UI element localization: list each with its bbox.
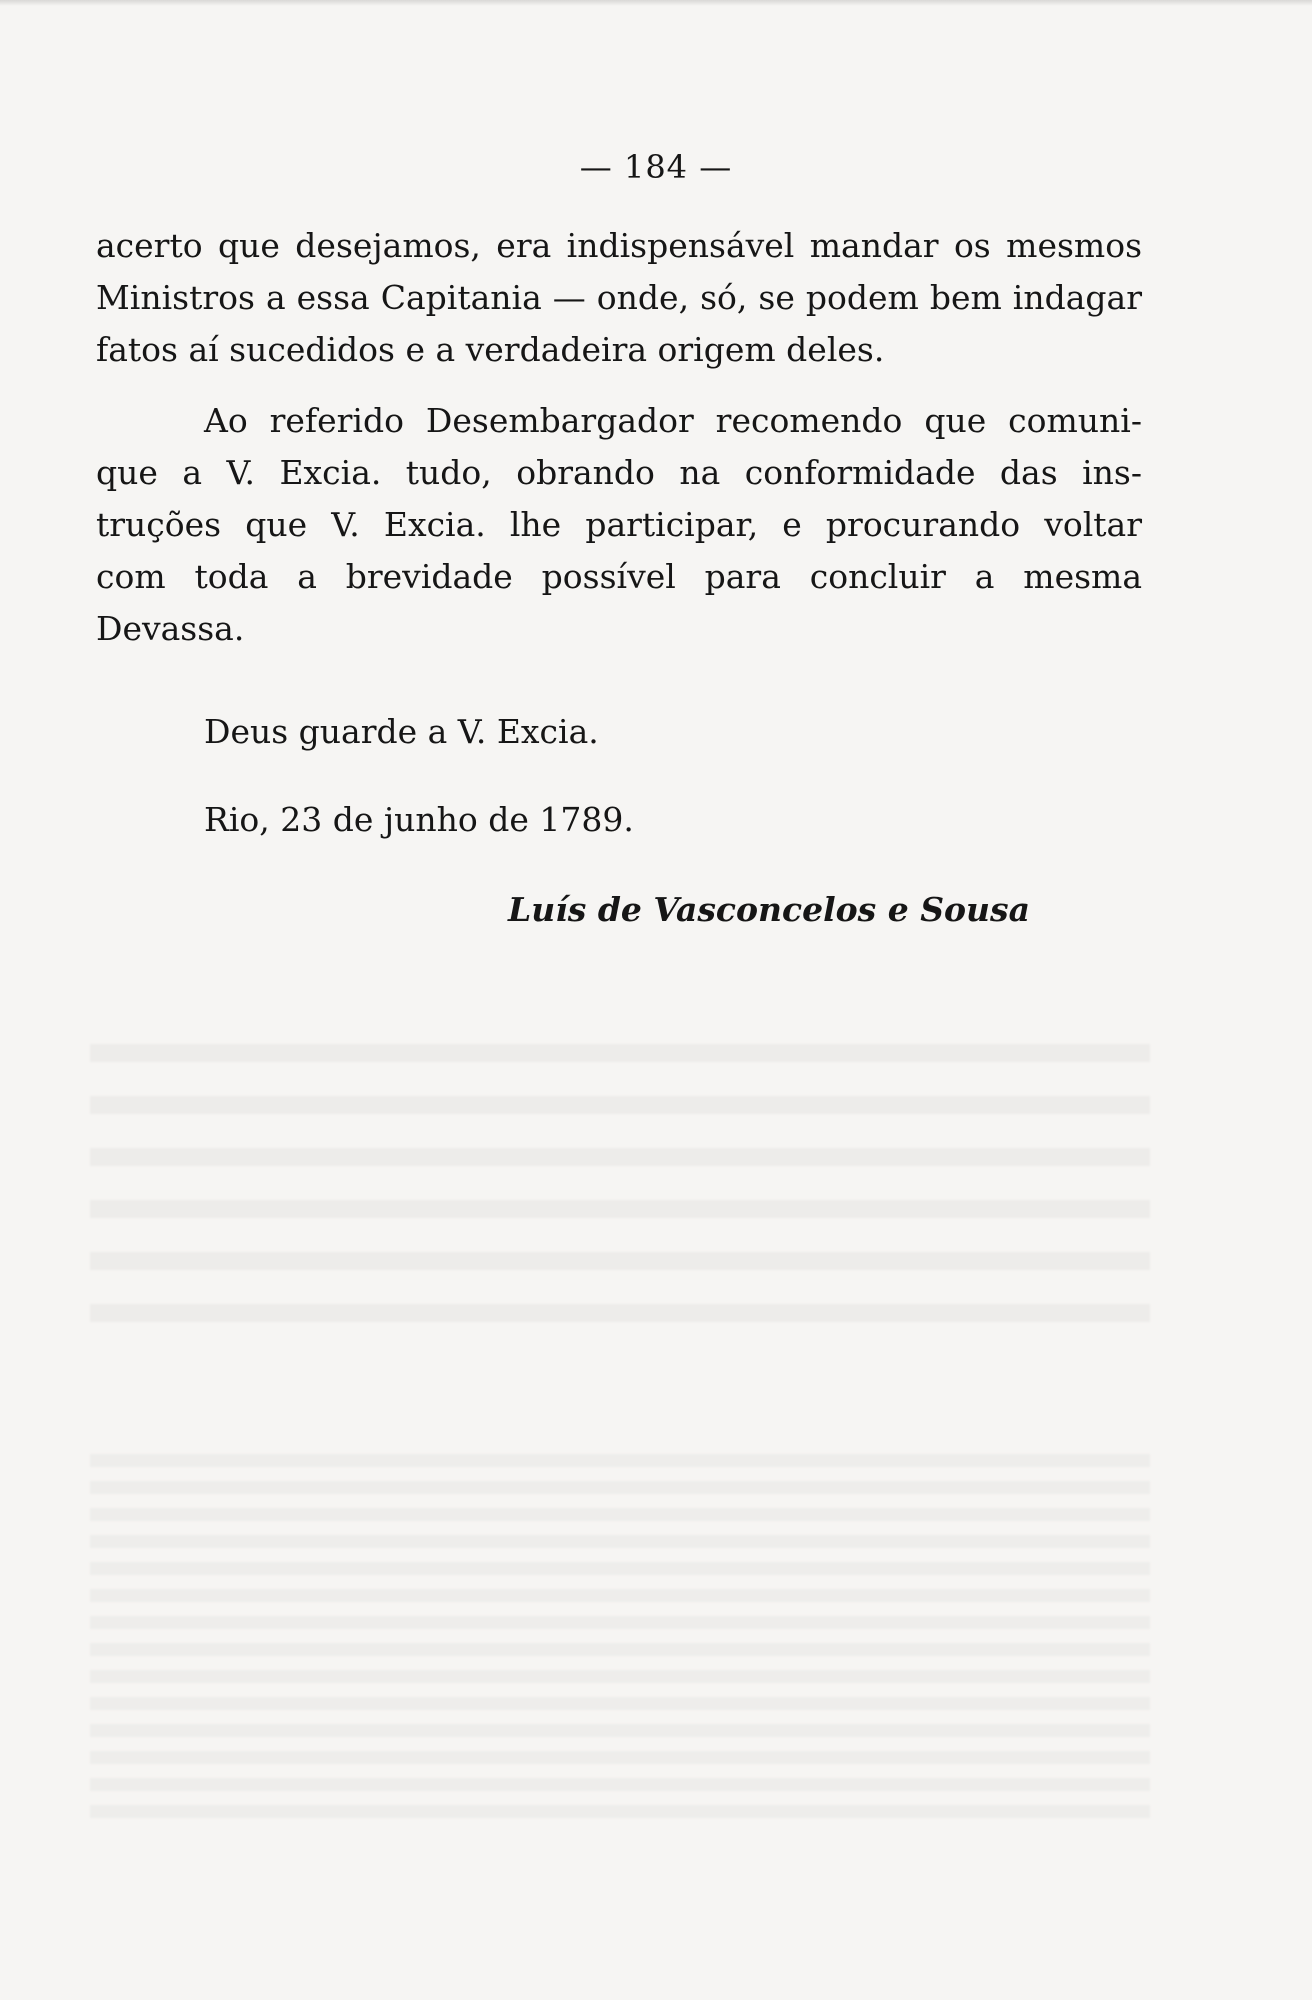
scan-edge-shadow [0, 0, 1312, 6]
bleed-through-text [90, 1010, 1150, 1350]
paragraph-2-line-5: Devassa. [96, 609, 245, 648]
page-number: — 184 — [579, 148, 733, 186]
closing-salutation: Deus guarde a V. Excia. [204, 712, 599, 751]
paragraph-2 [96, 395, 1142, 655]
place-and-date: Rio, 23 de junho de 1789. [204, 800, 634, 839]
signature: Luís de Vasconcelos e Sousa [508, 890, 1030, 929]
paragraph-2-line-4: com toda a brevidade possível para concluir a mesma [96, 557, 1142, 596]
paragraph-1 [96, 220, 1142, 376]
paragraph-2-line-3: truções que V. Excia. lhe participar, e procurando voltar [96, 505, 1142, 544]
paragraph-1-line-3: fatos aí sucedidos e a verdadeira origem deles. [96, 330, 885, 369]
paragraph-1-line-1: acerto que desejamos, era indispensável mandar os mesmos [96, 226, 1142, 265]
bleed-through-footnotes [90, 1440, 1150, 1820]
paragraph-1-line-2: Ministros a essa Capitania — onde, só, se podem bem indagar [96, 278, 1142, 317]
paragraph-2-line-1: Ao referido Desembargador recomendo que comuni- [204, 401, 1142, 440]
paragraph-2-line-2: que a V. Excia. tudo, obrando na conformidade das ins- [96, 453, 1142, 492]
